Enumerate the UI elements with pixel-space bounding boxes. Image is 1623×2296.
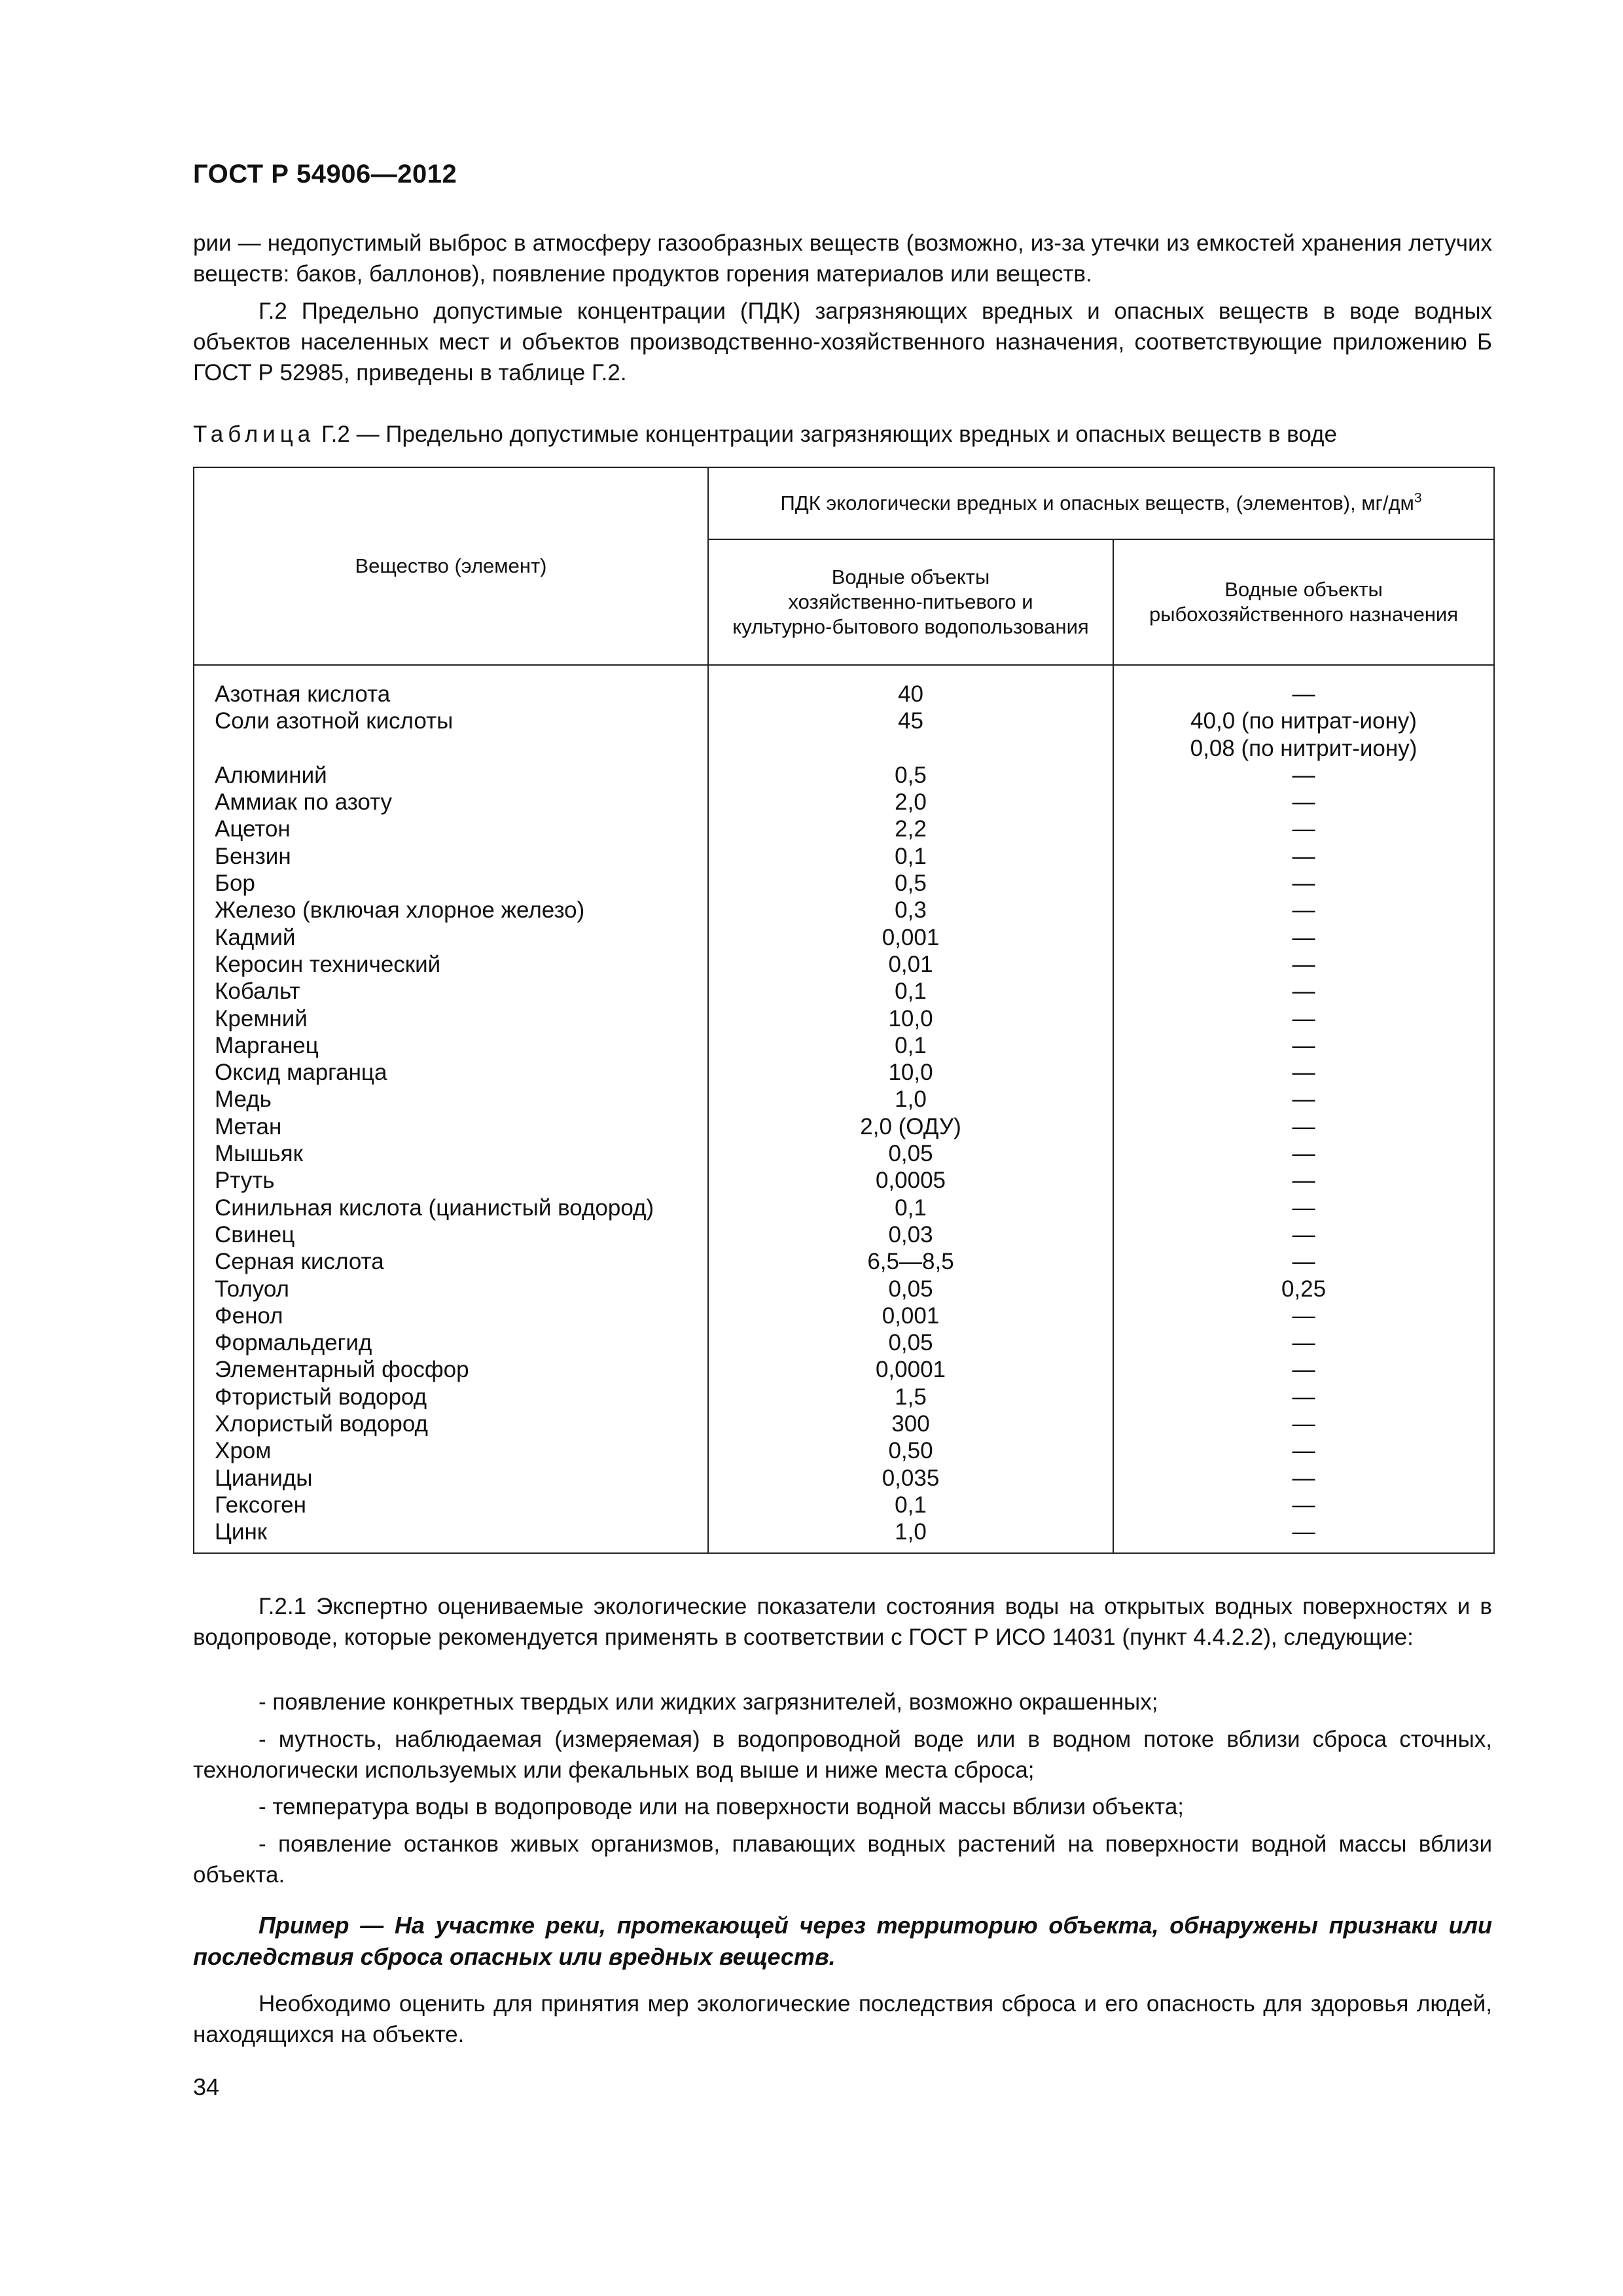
domestic-value-cell: 0,50 [888,1438,933,1464]
header-fishery-line: Водные объекты [1224,578,1383,601]
fishery-value-cell: — [1292,1357,1315,1383]
substance-cell: Толуол [215,1276,289,1302]
substance-cell: Ацетон [215,816,291,842]
fishery-value-cell: — [1292,1032,1315,1058]
domestic-value-cell: 2,2 [895,816,927,842]
fishery-value-cell: — [1292,1168,1315,1194]
domestic-value-cell [709,735,1113,762]
domestic-value-cell: 6,5—8,5 [867,1249,954,1275]
fishery-value-cell: — [1292,843,1315,869]
bullet-item: - появление останков живых организмов, плавающих водных растений на поверхности водной массы вблизи объекта. [193,1831,1492,1888]
substance-cell: Кадмий [215,924,296,950]
table-caption [193,422,1337,448]
table-caption-text: Г.2 — Предельно допустимые концентрации загрязняющих вредных и опасных веществ в воде [321,422,1337,447]
header-domestic-line: культурно-бытового водопользования [732,615,1089,638]
domestic-value-cell: 0,001 [882,924,940,950]
substance-cell: Хлористый водород [215,1411,428,1437]
conclusion-paragraph: Необходимо оценить для принятия мер экологические последствия сброса и его опасность для здоровья людей, находящихся на объекте. [193,1991,1492,2047]
document-id: ГОСТ Р 54906—2012 [193,160,457,188]
fishery-value-cell: — [1292,1060,1315,1086]
substance-cell: Бензин [215,843,291,869]
fishery-value-cell: — [1292,1384,1315,1410]
fishery-value-cell: — [1292,1519,1315,1545]
fishery-value-cell: — [1292,1141,1315,1167]
domestic-value-cell: 10,0 [888,1005,933,1031]
header-pdk-group-label: ПДК экологически вредных и опасных веществ, (элементов), мг/дм [780,492,1414,514]
fishery-value-cell: 40,0 (по нитрат-иону) [1190,708,1417,734]
section-g21-intro: Г.2.1 Экспертно оцениваемые экологические показатели состояния воды на открытых водных поверхностях и в водопроводе, которые рекомендуется применять в соответствии с ГОСТ Р ИСО 14031 (пункт 4.4.2.2), следующие: [193,1594,1492,1650]
fishery-value-column [1113,665,1494,1553]
fishery-value-cell: — [1292,762,1315,788]
fishery-value-cell: — [1292,1411,1315,1437]
domestic-value-cell: 0,035 [882,1465,940,1491]
fishery-value-cell: — [1292,1194,1315,1221]
substance-cell: Алюминий [215,762,327,788]
substance-cell: Медь [215,1086,272,1113]
header-domestic-line: хозяйственно-питьевого и [788,590,1033,613]
substance-cell: Азотная кислота [215,681,391,707]
domestic-value-cell: 0,5 [895,870,927,897]
substance-cell: Бор [215,870,255,897]
fishery-value-cell: — [1292,816,1315,842]
domestic-value-cell: 0,03 [888,1221,933,1247]
fishery-value-cell: — [1292,1492,1315,1518]
domestic-value-cell: 2,0 (ОДУ) [860,1113,961,1139]
intro-paragraph-1: рии — недопустимый выброс в атмосферу газообразных веществ (возможно, из-за утечки из емкостей хранения летучих веществ: баков, баллонов), появление продуктов горения материалов или веществ. [193,230,1492,287]
domestic-value-cell: 0,001 [882,1302,940,1329]
fishery-value-cell: — [1292,1330,1315,1356]
domestic-value-cell: 300 [891,1411,930,1437]
fishery-value-cell: — [1292,681,1315,707]
domestic-value-cell: 0,1 [895,1492,927,1518]
domestic-value-cell: 0,3 [895,897,927,924]
substance-cell: Метан [215,1113,282,1139]
fishery-value-cell: — [1292,1005,1315,1031]
substance-cell: Оксид марганца [215,1060,387,1086]
fishery-value-cell: — [1292,789,1315,816]
substance-cell: Гексоген [215,1492,306,1518]
fishery-value-cell: — [1292,924,1315,950]
fishery-value-cell: — [1292,897,1315,924]
substance-cell: Кремний [215,1005,308,1031]
substance-cell [194,735,707,762]
fishery-value-cell: — [1292,1086,1315,1113]
domestic-value-cell: 0,01 [888,951,933,977]
domestic-value-cell: 0,1 [895,978,927,1005]
domestic-value-cell: 1,0 [895,1519,927,1545]
domestic-value-cell: 0,1 [895,1194,927,1221]
substance-cell: Хром [215,1438,272,1464]
domestic-value-cell: 0,1 [895,843,927,869]
domestic-value-cell: 1,0 [895,1086,927,1113]
substance-cell: Соли азотной кислоты [215,708,454,734]
domestic-value-column [708,665,1113,1553]
header-fishery-use [1113,539,1494,665]
domestic-value-cell: 2,0 [895,789,927,816]
substance-cell: Ртуть [215,1168,275,1194]
substance-cell: Марганец [215,1032,319,1058]
domestic-value-cell: 0,5 [895,762,927,788]
substance-cell: Свинец [215,1221,295,1247]
substance-cell: Железо (включая хлорное железо) [215,897,585,924]
substance-cell: Серная кислота [215,1249,384,1275]
substance-cell: Фтористый водород [215,1384,427,1410]
domestic-value-cell: 45 [898,708,923,734]
substance-column [194,665,708,1553]
fishery-value-cell: — [1292,1113,1315,1139]
bullet-item: - мутность, наблюдаемая (измеряемая) в водопроводной воде или в водном потоке вблизи сброса сточных, технологически используемых или фекальных вод выше и ниже места сброса; [193,1727,1492,1783]
fishery-value-cell: — [1292,978,1315,1005]
substance-cell: Элементарный фосфор [215,1357,469,1383]
domestic-value-cell: 0,05 [888,1276,933,1302]
header-domestic-line: Водные объекты [831,565,990,588]
domestic-value-cell: 1,5 [895,1384,927,1410]
domestic-value-cell: 0,0001 [875,1357,946,1383]
page-number: 34 [193,2073,220,2100]
substance-cell: Керосин технический [215,951,441,977]
fishery-value-cell: — [1292,1438,1315,1464]
fishery-value-cell: — [1292,1221,1315,1247]
header-domestic-use [708,539,1113,665]
domestic-value-cell: 0,1 [895,1032,927,1058]
domestic-value-cell: 0,0005 [875,1168,946,1194]
substance-cell: Мышьяк [215,1141,303,1167]
fishery-value-cell: 0,25 [1281,1276,1327,1302]
domestic-value-cell: 0,05 [888,1330,933,1356]
fishery-value-cell: — [1292,1465,1315,1491]
substance-cell: Цианиды [215,1465,313,1491]
header-fishery-line: рыбохозяйственного назначения [1149,603,1459,626]
table-caption-label: Таблица [193,422,315,447]
pdk-table [193,467,1495,1554]
fishery-value-cell: — [1292,1302,1315,1329]
substance-cell: Кобальт [215,978,300,1005]
bullet-item: - температура воды в водопроводе или на поверхности водной массы вблизи объекта; [259,1794,1185,1820]
substance-cell: Формальдегид [215,1330,372,1356]
domestic-value-cell: 0,05 [888,1141,933,1167]
substance-cell: Синильная кислота (цианистый водород) [215,1194,654,1221]
header-pdk-group [708,467,1494,539]
bullet-item: - появление конкретных твердых или жидких загрязнителей, возможно окрашенных; [259,1689,1158,1715]
fishery-value-cell: — [1292,870,1315,897]
substance-cell: Цинк [215,1519,268,1545]
header-substance: Вещество (элемент) [194,467,708,665]
header-pdk-unit-sup: 3 [1414,490,1422,506]
example-paragraph: Пример — На участке реки, протекающей через территорию объекта, обнаружены признаки или последствия сброса опасных или вредных веществ. [193,1912,1492,1970]
substance-cell: Фенол [215,1302,283,1329]
intro-paragraph-2: Г.2 Предельно допустимые концентрации (ПДК) загрязняющих вредных и опасных веществ в воде водных объектов населенных мест и объектов производственно-хозяйственного назначения, соответствующие приложению Б ГОСТ Р 52985, приведены в таблице Г.2. [193,298,1492,386]
fishery-value-cell: — [1292,1249,1315,1275]
fishery-value-cell: 0,08 (по нитрит-иону) [1190,735,1418,761]
domestic-value-cell: 40 [898,681,923,707]
fishery-value-cell: — [1292,951,1315,977]
domestic-value-cell: 10,0 [888,1060,933,1086]
substance-cell: Аммиак по азоту [215,789,393,816]
